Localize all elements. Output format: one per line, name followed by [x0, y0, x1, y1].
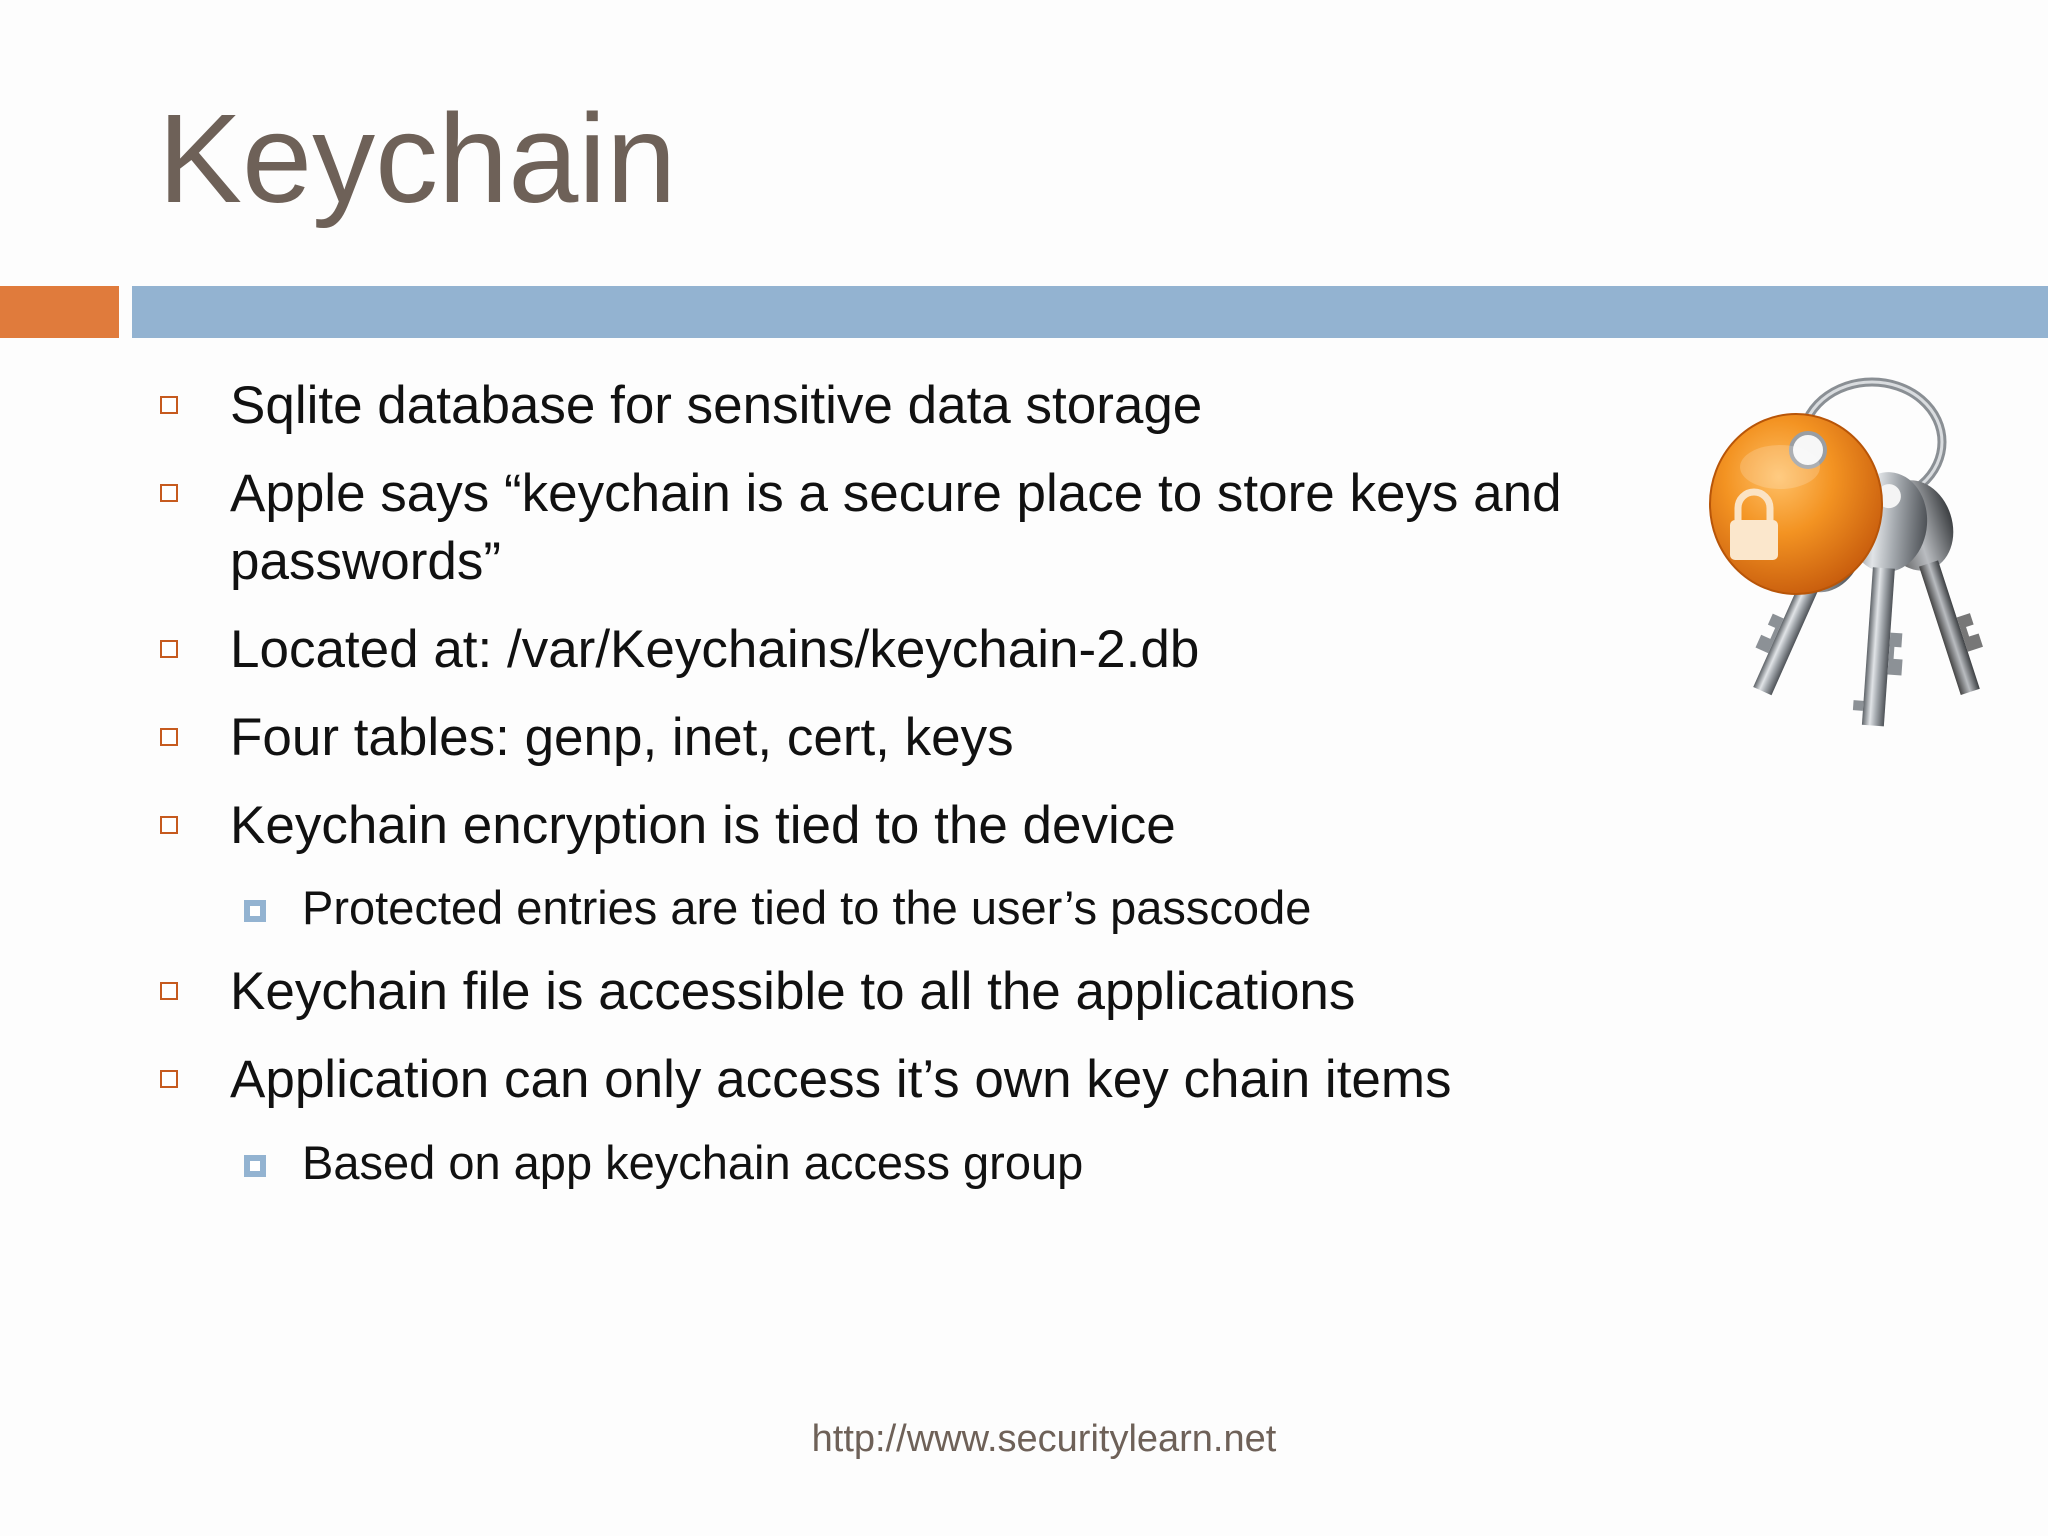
square-bullet-icon — [160, 484, 178, 502]
footer-url: http://www.securitylearn.net — [811, 1418, 1277, 1460]
bullet-text: Four tables: genp, inet, cert, keys — [230, 708, 1014, 767]
bullet-text: Application can only access it’s own key chain items — [230, 1050, 1452, 1109]
sub-bullet-text: Based on app keychain access group — [302, 1136, 1084, 1189]
keychain-icon — [1690, 372, 2002, 742]
square-bullet-icon — [160, 1070, 178, 1088]
bullet-text: Apple says “keychain is a secure place to store keys and — [230, 464, 1562, 523]
sub-bullet-text: Protected entries are tied to the user’s passcode — [302, 881, 1312, 934]
title-rule — [132, 286, 2048, 338]
title-accent-bar — [0, 286, 119, 338]
square-bullet-icon — [160, 728, 178, 746]
bullet-text: Sqlite database for sensitive data storage — [230, 376, 1203, 435]
square-bullet-icon — [160, 640, 178, 658]
bullet-text: Keychain file is accessible to all the applications — [230, 962, 1356, 1021]
square-bullet-icon — [160, 816, 178, 834]
bullet-text: Keychain encryption is tied to the device — [230, 796, 1176, 855]
square-bullet-icon — [160, 982, 178, 1000]
square-bullet-icon — [160, 396, 178, 414]
bullet-text-continuation: passwords” — [230, 532, 501, 591]
square-sub-bullet-icon — [244, 1155, 266, 1177]
bullet-text: Located at: /var/Keychains/keychain-2.db — [230, 620, 1200, 679]
slide-title: Keychain — [158, 88, 677, 229]
square-sub-bullet-icon — [244, 900, 266, 922]
